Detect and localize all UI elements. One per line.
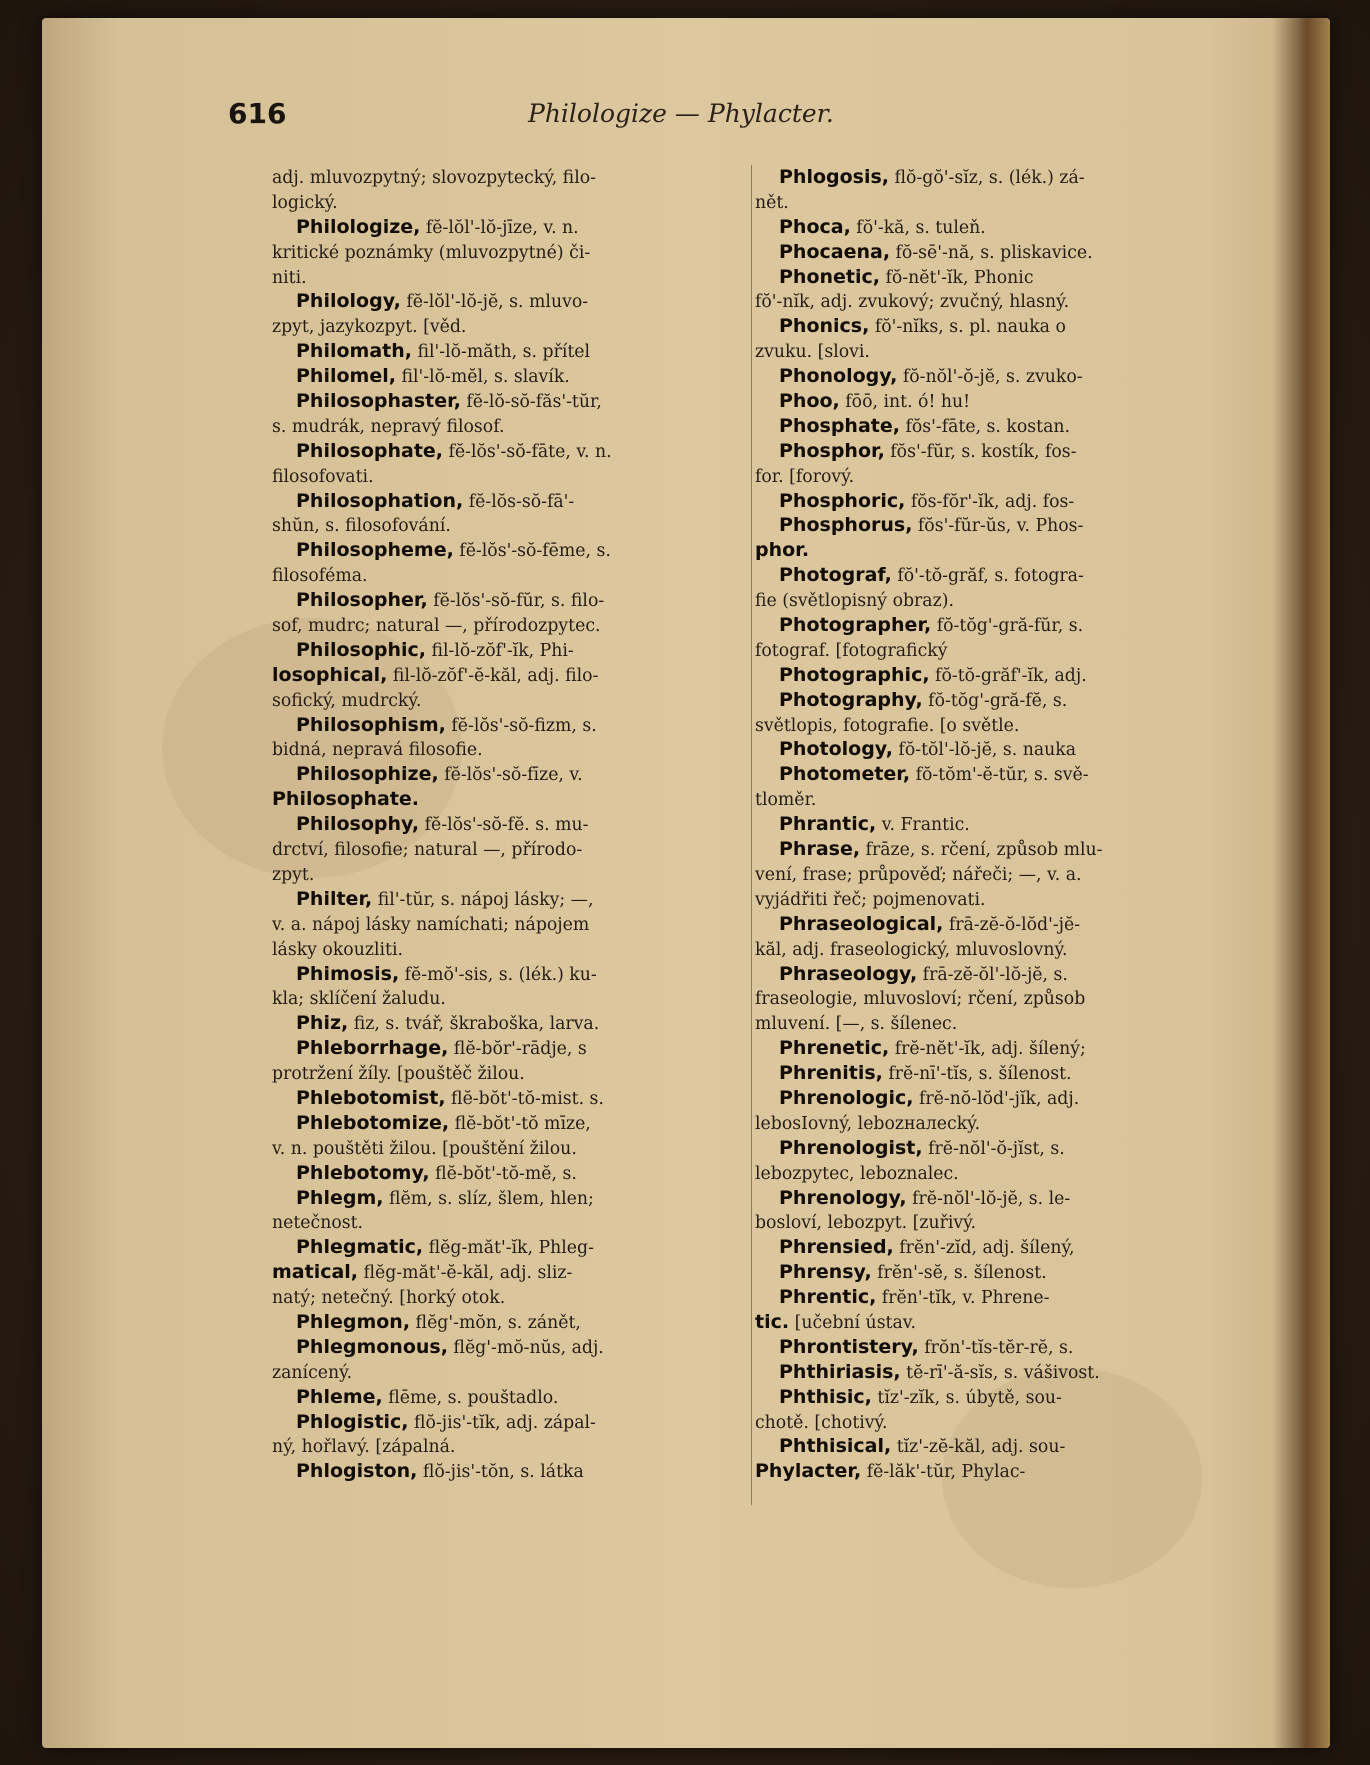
entry-headword: Phosphoric, bbox=[779, 489, 906, 512]
entry-text: filosofovati. bbox=[272, 466, 374, 487]
entry-text: tĭz'-zĕ-kăl, adj. sou- bbox=[891, 1437, 1066, 1458]
dictionary-line bbox=[755, 937, 1225, 962]
dictionary-line bbox=[272, 912, 750, 937]
dictionary-line bbox=[755, 1335, 1225, 1360]
dictionary-line bbox=[272, 787, 750, 812]
dictionary-line bbox=[755, 1285, 1225, 1310]
dictionary-line bbox=[272, 812, 750, 837]
dictionary-line bbox=[272, 837, 750, 862]
entry-text: fŏ'-kă, s. tuleň. bbox=[850, 217, 986, 238]
entry-text: fĕ-lŏl'-lŏ-jĕ, s. mluvo- bbox=[400, 292, 589, 313]
entry-headword: Phlebotomist, bbox=[296, 1086, 446, 1109]
entry-text: v. Frantic. bbox=[876, 815, 970, 836]
entry-headword: Phrentic, bbox=[779, 1286, 877, 1309]
dictionary-line bbox=[272, 389, 750, 414]
entry-headword: Phlogistic, bbox=[296, 1410, 409, 1433]
entry-headword: Philosopher, bbox=[296, 589, 428, 612]
dictionary-line bbox=[755, 339, 1225, 364]
entry-headword: Photometer, bbox=[779, 763, 911, 786]
entry-headword: Phosphate, bbox=[779, 414, 900, 437]
entry-text: flŏ-gŏ'-sĭz, s. (lék.) zá- bbox=[889, 168, 1085, 188]
entry-text: niti. bbox=[272, 267, 307, 288]
dictionary-line bbox=[272, 862, 750, 887]
dictionary-line bbox=[272, 887, 750, 912]
dictionary-line bbox=[272, 588, 750, 613]
entry-headword: Phleme, bbox=[296, 1385, 383, 1408]
dictionary-line bbox=[755, 1360, 1225, 1385]
dictionary-line bbox=[755, 986, 1225, 1011]
dictionary-line bbox=[755, 265, 1225, 290]
dictionary-line bbox=[272, 1111, 750, 1136]
dictionary-line bbox=[272, 1285, 750, 1310]
dictionary-line bbox=[755, 215, 1225, 240]
dictionary-line bbox=[272, 1036, 750, 1061]
dictionary-line bbox=[272, 937, 750, 962]
entry-text: fĕ-lŏs'-sŏ-fĕ. s. mu- bbox=[419, 815, 589, 836]
entry-headword: Phrenitis, bbox=[779, 1062, 883, 1085]
entry-headword: Phrontistery, bbox=[779, 1335, 919, 1358]
entry-text: adj. mluvozpytný; slovozpytecký, filo- bbox=[272, 168, 596, 188]
entry-text: vení, frase; průpověď; nářeči; —, v. a. bbox=[755, 864, 1082, 885]
entry-headword: Phlebotomy, bbox=[296, 1161, 430, 1184]
dictionary-line bbox=[272, 165, 750, 190]
page-header bbox=[228, 95, 1218, 135]
dictionary-line bbox=[272, 190, 750, 215]
dictionary-line bbox=[755, 688, 1225, 713]
entry-text: fōō, int. ó! hu! bbox=[839, 392, 971, 413]
dictionary-line bbox=[755, 638, 1225, 663]
dictionary-line bbox=[272, 489, 750, 514]
entry-text: fil'-tŭr, s. nápoj lásky; —, bbox=[372, 889, 594, 910]
entry-text: frĕ-nŏl'-lŏ-jĕ, s. le- bbox=[906, 1188, 1071, 1209]
entry-text: fraseologie, mluvosloví; rčení, způsob bbox=[755, 989, 1086, 1010]
dictionary-line bbox=[272, 1310, 750, 1335]
entry-headword: Phonics, bbox=[779, 315, 870, 338]
dictionary-line bbox=[755, 1111, 1225, 1136]
dictionary-line bbox=[272, 762, 750, 787]
entry-headword: Phlogiston, bbox=[296, 1460, 418, 1483]
entry-text: světlopis, fotografie. [o světle. bbox=[755, 715, 1020, 736]
entry-text: fil-lŏ-zŏf'-ĕ-kăl, adj. filo- bbox=[387, 665, 599, 686]
entry-text: flĕg-măt'-ĭk, Phleg- bbox=[423, 1238, 594, 1259]
book-spine-shadow bbox=[1272, 18, 1330, 1748]
dictionary-line bbox=[755, 713, 1225, 738]
entry-text: flŏ-jis'-tĭk, adj. zápal- bbox=[408, 1412, 596, 1433]
entry-headword: Phoca, bbox=[779, 215, 851, 238]
entry-text: frĕn'-zĭd, adj. šílený, bbox=[893, 1238, 1075, 1259]
entry-text: lásky okouzliti. bbox=[272, 939, 403, 960]
dictionary-line bbox=[755, 414, 1225, 439]
dictionary-line bbox=[755, 912, 1225, 937]
entry-text: fŏs-fŏr'-ĭk, adj. fos- bbox=[905, 491, 1075, 512]
dictionary-line bbox=[755, 762, 1225, 787]
dictionary-line bbox=[272, 240, 750, 265]
dictionary-line bbox=[755, 1235, 1225, 1260]
entry-text: tĭz'-zĭk, s. úbytě, sou- bbox=[871, 1387, 1062, 1408]
dictionary-line bbox=[272, 1410, 750, 1435]
dictionary-line bbox=[755, 563, 1225, 588]
entry-text: vyjádřiti řeč; pojmenovati. bbox=[755, 889, 986, 910]
dictionary-line bbox=[755, 613, 1225, 638]
entry-headword: Phthisical, bbox=[779, 1435, 892, 1458]
entry-headword: Phrensy, bbox=[779, 1261, 872, 1284]
entry-text: fŏ-sē'-nă, s. pliskavice. bbox=[890, 242, 1093, 263]
entry-headword: Philologize, bbox=[296, 215, 421, 238]
entry-headword: Phrenologist, bbox=[779, 1136, 923, 1159]
entry-headword: phor. bbox=[755, 539, 810, 562]
entry-text: zpyt, jazykozpyt. [věd. bbox=[272, 317, 467, 338]
entry-headword: Phosphor, bbox=[779, 439, 885, 462]
entry-headword: losophical, bbox=[272, 663, 388, 686]
dictionary-line bbox=[272, 1186, 750, 1211]
dictionary-line bbox=[272, 688, 750, 713]
entry-text: for. [forový. bbox=[755, 466, 855, 487]
entry-headword: Phrensied, bbox=[779, 1236, 894, 1259]
entry-text: frĕ-nŏ-lŏd'-jĭk, adj. bbox=[913, 1088, 1080, 1109]
dictionary-line bbox=[272, 613, 750, 638]
dictionary-line bbox=[272, 364, 750, 389]
dictionary-line bbox=[272, 414, 750, 439]
dictionary-line bbox=[755, 962, 1225, 987]
entry-text: zvuku. [slovi. bbox=[755, 342, 870, 363]
column-divider bbox=[751, 165, 752, 1505]
entry-text: mluvení. [—, s. šílenec. bbox=[755, 1014, 958, 1035]
entry-headword: Phrantic, bbox=[779, 813, 877, 836]
entry-text: fie (světlopisný obraz). bbox=[755, 591, 954, 612]
entry-headword: Phylacter, bbox=[755, 1460, 862, 1483]
entry-text: drctví, filosofie; natural —, přírodo- bbox=[272, 840, 583, 861]
dictionary-line bbox=[755, 887, 1225, 912]
entry-text: fŏ'-tŏ-grăf, s. fotogra- bbox=[891, 566, 1084, 587]
dictionary-line bbox=[755, 1210, 1225, 1235]
dictionary-line bbox=[755, 538, 1225, 563]
entry-text: fŏs'-fŭr-ŭs, v. Phos- bbox=[912, 516, 1084, 537]
dictionary-line bbox=[272, 314, 750, 339]
entry-headword: Phosphorus, bbox=[779, 514, 913, 537]
dictionary-line bbox=[272, 289, 750, 314]
entry-headword: Phlegm, bbox=[296, 1186, 384, 1209]
dictionary-line bbox=[272, 1360, 750, 1385]
entry-text: fotograf. [fotografický bbox=[755, 640, 948, 661]
dictionary-line bbox=[272, 1210, 750, 1235]
entry-text: frā-zĕ-ŏl'-lŏ-jĕ, s. bbox=[917, 964, 1068, 985]
dictionary-line bbox=[755, 1186, 1225, 1211]
entry-headword: Philter, bbox=[296, 887, 373, 910]
entry-headword: Phthisic, bbox=[779, 1385, 872, 1408]
entry-headword: Phlegmon, bbox=[296, 1310, 411, 1333]
entry-headword: Phleborrhage, bbox=[296, 1037, 449, 1060]
dictionary-line bbox=[755, 1086, 1225, 1111]
entry-text: flĕ-bŏt'-tŏ mīze, bbox=[449, 1113, 591, 1134]
entry-headword: Phlogosis, bbox=[779, 166, 890, 188]
entry-headword: Philosopheme, bbox=[296, 539, 454, 562]
entry-headword: Phiz, bbox=[296, 1012, 349, 1035]
entry-headword: matical, bbox=[272, 1261, 359, 1284]
dictionary-line bbox=[272, 663, 750, 688]
dictionary-line bbox=[755, 1410, 1225, 1435]
entry-headword: Philosophic, bbox=[296, 638, 427, 661]
entry-text: fŏs'-fāte, s. kostan. bbox=[899, 416, 1071, 437]
entry-headword: Philomath, bbox=[296, 340, 412, 363]
entry-text: fĕ-lŏs-sŏ-fā'- bbox=[463, 491, 575, 512]
entry-headword: Photograf, bbox=[779, 564, 892, 587]
entry-text: fĕ-lŏs'-sŏ-fīze, v. bbox=[438, 765, 583, 786]
entry-text: frāze, s. rčení, způsob mlu- bbox=[860, 840, 1103, 861]
entry-headword: Phocaena, bbox=[779, 240, 891, 263]
entry-text: kritické poznámky (mluvozpytné) či- bbox=[272, 242, 591, 263]
entry-text: flēme, s. pouštadlo. bbox=[382, 1387, 559, 1408]
dictionary-line bbox=[755, 513, 1225, 538]
entry-text: fĕ-lŏs'-sŏ-fāte, v. n. bbox=[443, 441, 612, 462]
entry-text: frĕn'-tĭk, v. Phrene- bbox=[876, 1288, 1050, 1309]
entry-headword: Phlegmatic, bbox=[296, 1236, 424, 1259]
entry-text: zpyt. bbox=[272, 864, 315, 885]
entry-text: fil'-lŏ-mĕl, s. slavík. bbox=[395, 367, 570, 388]
entry-text: fŏs'-fŭr, s. kostík, fos- bbox=[884, 441, 1077, 462]
dictionary-line bbox=[272, 563, 750, 588]
dictionary-line bbox=[755, 1310, 1225, 1335]
dictionary-line bbox=[755, 389, 1225, 414]
entry-headword: Philosophation, bbox=[296, 489, 464, 512]
entry-text: fŏ'-nĭks, s. pl. nauka o bbox=[869, 317, 1066, 338]
entry-text: fil'-lŏ-măth, s. přítel bbox=[411, 342, 591, 363]
entry-text: ný, hořlavý. [zápalná. bbox=[272, 1437, 456, 1458]
entry-text: fĕ-lŏs'-sŏ-fizm, s. bbox=[445, 715, 597, 736]
dictionary-line bbox=[272, 464, 750, 489]
entry-text: nět. bbox=[755, 192, 789, 213]
dictionary-line bbox=[272, 513, 750, 538]
entry-text: sof, mudrc; natural —, přírodozpytec. bbox=[272, 616, 601, 637]
dictionary-line bbox=[755, 364, 1225, 389]
entry-text: natý; netečný. [horký otok. bbox=[272, 1288, 506, 1309]
dictionary-line bbox=[755, 489, 1225, 514]
dictionary-line bbox=[755, 1136, 1225, 1161]
entry-text: flĕg'-mŏ-nŭs, adj. bbox=[447, 1337, 604, 1358]
entry-text: fĕ-lŏs'-sŏ-fēme, s. bbox=[453, 541, 611, 562]
dictionary-line bbox=[755, 240, 1225, 265]
dictionary-line bbox=[755, 737, 1225, 762]
dictionary-line bbox=[272, 1136, 750, 1161]
entry-text: flĕ-bŏt'-tŏ-mĕ, s. bbox=[429, 1163, 577, 1184]
entry-text: flĕm, s. slíz, šlem, hlen; bbox=[383, 1188, 594, 1209]
entry-text: frĕn'-sĕ, s. šílenost. bbox=[871, 1263, 1047, 1284]
entry-text: shŭn, s. filosofování. bbox=[272, 516, 451, 537]
dictionary-line bbox=[272, 962, 750, 987]
entry-headword: Philosophize, bbox=[296, 763, 439, 786]
dictionary-line bbox=[272, 215, 750, 240]
entry-headword: Philosophaster, bbox=[296, 390, 461, 413]
entry-headword: Philology, bbox=[296, 290, 401, 313]
dictionary-line bbox=[755, 314, 1225, 339]
entry-text: fĕ-lăk'-tŭr, Phylac- bbox=[861, 1462, 1026, 1483]
entry-headword: Phonology, bbox=[779, 365, 898, 388]
dictionary-line bbox=[755, 812, 1225, 837]
entry-headword: Phrenetic, bbox=[779, 1037, 890, 1060]
entry-text: fŏ-tŏ-grăf'-ĭk, adj. bbox=[929, 665, 1087, 686]
dictionary-line bbox=[272, 339, 750, 364]
dictionary-line bbox=[272, 1161, 750, 1186]
dictionary-line bbox=[755, 289, 1225, 314]
entry-headword: Philosophate, bbox=[296, 439, 444, 462]
dictionary-line bbox=[272, 1434, 750, 1459]
entry-text: frŏn'-tĭs-tĕr-rĕ, s. bbox=[918, 1337, 1074, 1358]
dictionary-line bbox=[272, 737, 750, 762]
entry-text: frĕ-nĕt'-ĭk, adj. šílený; bbox=[889, 1039, 1086, 1060]
entry-text: fŏ-nĕt'-ĭk, Phonic bbox=[880, 267, 1034, 288]
entry-headword: Phoo, bbox=[779, 390, 840, 413]
entry-text: flĕ-bŏt'-tŏ-mist. s. bbox=[445, 1088, 604, 1109]
entry-headword: Phraseological, bbox=[779, 912, 944, 935]
entry-text: sofický, mudrcký. bbox=[272, 690, 422, 711]
dictionary-line bbox=[755, 837, 1225, 862]
entry-text: kăl, adj. fraseologický, mluvoslovný. bbox=[755, 939, 1068, 960]
dictionary-line bbox=[755, 1459, 1225, 1484]
entry-text: tĕ-rī'-ă-sĭs, s. vášivost. bbox=[900, 1362, 1100, 1383]
entry-text: fŏ-tŏg'-gră-fĕ, s. bbox=[922, 690, 1068, 711]
entry-text: filosoféma. bbox=[272, 566, 368, 587]
dictionary-line bbox=[755, 862, 1225, 887]
dictionary-line bbox=[272, 1260, 750, 1285]
entry-text: bosloví, lebozpyt. [zuřivý. bbox=[755, 1213, 977, 1234]
entry-text: v. a. nápoj lásky namíchati; nápojem bbox=[272, 914, 590, 935]
left-column bbox=[272, 165, 750, 1484]
running-title: Philologize — Phylacter. bbox=[528, 99, 834, 128]
dictionary-line bbox=[755, 1061, 1225, 1086]
entry-text: fĕ-lŏ-sŏ-făs'-tŭr, bbox=[460, 392, 602, 413]
entry-text: flĕg'-mŏn, s. zánět, bbox=[410, 1312, 581, 1333]
dictionary-line bbox=[755, 190, 1225, 215]
dictionary-line bbox=[272, 538, 750, 563]
entry-headword: Phlebotomize, bbox=[296, 1111, 450, 1134]
entry-text: v. n. pouštěti žilou. [pouštění žilou. bbox=[272, 1138, 577, 1159]
dictionary-line bbox=[755, 165, 1225, 190]
dictionary-line bbox=[755, 1161, 1225, 1186]
entry-text: fĕ-lŏl'-lŏ-jīze, v. n. bbox=[420, 217, 579, 238]
entry-headword: Philosophism, bbox=[296, 713, 446, 736]
entry-headword: Phlegmonous, bbox=[296, 1335, 448, 1358]
entry-text: [učební ústav. bbox=[789, 1312, 917, 1333]
dictionary-line bbox=[755, 787, 1225, 812]
dictionary-line bbox=[272, 1235, 750, 1260]
entry-text: lebosIovný, lebozналecký. bbox=[755, 1113, 981, 1134]
dictionary-line bbox=[755, 1036, 1225, 1061]
entry-headword: Phrenologic, bbox=[779, 1086, 914, 1109]
entry-headword: Phrase, bbox=[779, 838, 861, 861]
dictionary-line bbox=[272, 439, 750, 464]
entry-text: flŏ-jis'-tŏn, s. látka bbox=[417, 1462, 584, 1483]
entry-text: protržení žíly. [pouštěč žilou. bbox=[272, 1064, 525, 1085]
entry-headword: Phimosis, bbox=[296, 962, 400, 985]
dictionary-line bbox=[755, 464, 1225, 489]
entry-text: fŏ-tŏm'-ĕ-tŭr, s. svě- bbox=[910, 765, 1089, 786]
entry-text: netečnost. bbox=[272, 1213, 364, 1234]
dictionary-line bbox=[272, 1385, 750, 1410]
dictionary-line bbox=[272, 1061, 750, 1086]
entry-text: zanícený. bbox=[272, 1362, 353, 1383]
entry-headword: Photology, bbox=[779, 738, 893, 761]
entry-text: fil-lŏ-zŏf'-ĭk, Phi- bbox=[426, 640, 574, 661]
dictionary-line bbox=[272, 713, 750, 738]
entry-headword: Phrenology, bbox=[779, 1186, 907, 1209]
entry-headword: Photographic, bbox=[779, 663, 930, 686]
entry-headword: Philosophate. bbox=[272, 788, 420, 811]
entry-text: tloměr. bbox=[755, 790, 817, 811]
entry-text: frĕ-nŏl'-ŏ-jĭst, s. bbox=[922, 1138, 1065, 1159]
entry-text: s. mudrák, nepravý filosof. bbox=[272, 416, 505, 437]
entry-headword: Phonetic, bbox=[779, 265, 880, 288]
dictionary-line bbox=[272, 638, 750, 663]
dictionary-line bbox=[272, 1011, 750, 1036]
entry-text: lebozpytec, leboznalec. bbox=[755, 1163, 959, 1184]
entry-headword: tic. bbox=[755, 1310, 790, 1333]
entry-text: frā-zĕ-ŏ-lŏd'-jĕ- bbox=[943, 914, 1081, 935]
dictionary-line bbox=[755, 1385, 1225, 1410]
entry-text: bidná, nepravá filosofie. bbox=[272, 740, 483, 761]
dictionary-line bbox=[272, 1459, 750, 1484]
dictionary-line bbox=[272, 265, 750, 290]
entry-headword: Phraseology, bbox=[779, 962, 918, 985]
dictionary-line bbox=[755, 439, 1225, 464]
entry-headword: Photography, bbox=[779, 688, 923, 711]
page-number: 616 bbox=[228, 97, 287, 130]
entry-text: fŏ'-nĭk, adj. zvukový; zvučný, hlasný. bbox=[755, 292, 1070, 313]
entry-text: fŏ-nŏl'-ŏ-jĕ, s. zvuko- bbox=[897, 367, 1083, 388]
entry-text: fŏ-tŏl'-lŏ-jĕ, s. nauka bbox=[892, 740, 1077, 761]
entry-text: flĕ-bŏr'-rādje, s bbox=[448, 1039, 587, 1060]
dictionary-line bbox=[755, 588, 1225, 613]
entry-text: fĕ-mŏ'-sis, s. (lék.) ku- bbox=[399, 964, 597, 985]
dictionary-line bbox=[755, 1434, 1225, 1459]
entry-text: chotě. [chotivý. bbox=[755, 1412, 888, 1433]
entry-text: fiz, s. tvář, škraboška, larva. bbox=[348, 1014, 600, 1035]
entry-headword: Phthiriasis, bbox=[779, 1360, 901, 1383]
entry-text: flĕg-măt'-ĕ-kăl, adj. sliz- bbox=[358, 1263, 573, 1284]
right-column bbox=[755, 165, 1225, 1484]
dictionary-line bbox=[755, 1011, 1225, 1036]
entry-text: kla; sklíčení žaludu. bbox=[272, 989, 446, 1010]
entry-headword: Philomel, bbox=[296, 365, 396, 388]
entry-text: fĕ-lŏs'-sŏ-fŭr, s. filo- bbox=[427, 591, 605, 612]
entry-text: frĕ-nī'-tĭs, s. šílenost. bbox=[882, 1064, 1072, 1085]
entry-text: logický. bbox=[272, 192, 338, 213]
entry-headword: Photographer, bbox=[779, 614, 932, 637]
dictionary-line bbox=[272, 1335, 750, 1360]
dictionary-line bbox=[272, 1086, 750, 1111]
dictionary-line bbox=[755, 663, 1225, 688]
dictionary-line bbox=[272, 986, 750, 1011]
entry-headword: Philosophy, bbox=[296, 813, 420, 836]
entry-text: fŏ-tŏg'-gră-fŭr, s. bbox=[931, 616, 1084, 637]
dictionary-line bbox=[755, 1260, 1225, 1285]
